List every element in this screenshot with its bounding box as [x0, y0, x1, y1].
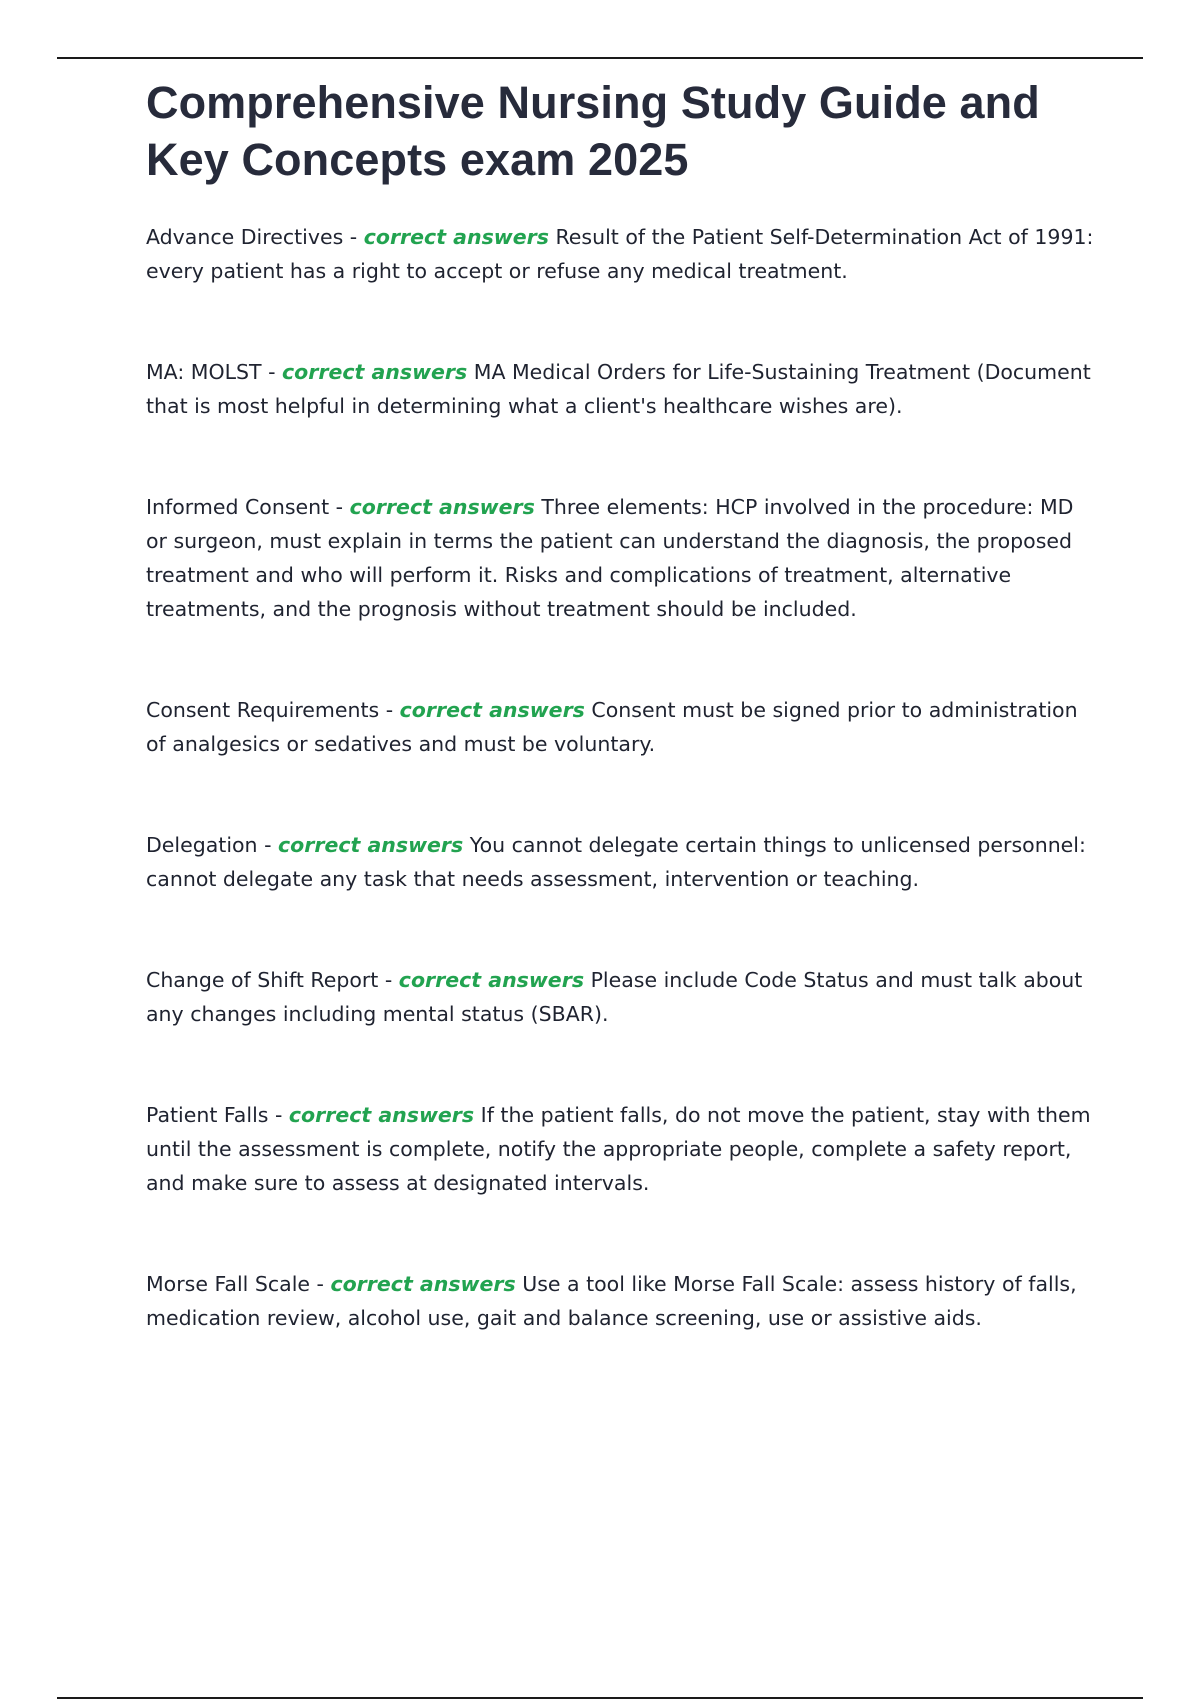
- entry-informed-consent: [146, 490, 1096, 626]
- entry-definition: Consent must be signed prior to administration of analgesics or sedatives and must be voluntary.: [146, 698, 1078, 756]
- entry-definition: Result of the Patient Self-Determination Act of 1991: every patient has a right to accept or refuse any medical treatment.: [146, 225, 1094, 283]
- entry-separator: -: [329, 495, 350, 519]
- entry-list: [146, 220, 1096, 1335]
- entry-separator: -: [379, 698, 400, 722]
- entry-definition: Three elements: HCP involved in the procedure: MD or surgeon, must explain in terms the patient can understand the diagnosis, the proposed treatment and who will perform it. Risks and complications of treatment, alternative treatments, and the prognosis without treatment should be included.: [146, 495, 1074, 621]
- entry-separator: -: [257, 833, 278, 857]
- correct-answers-label: correct answers: [288, 1103, 475, 1127]
- entry-definition: If the patient falls, do not move the patient, stay with them until the assessment is complete, notify the appropriate people, complete a safety report, and make sure to assess at designated intervals.: [146, 1103, 1091, 1195]
- entry-delegation: [146, 828, 1096, 896]
- document-page: [146, 74, 1096, 1402]
- entry-change-of-shift-report: [146, 963, 1096, 1031]
- entry-separator: -: [310, 1272, 331, 1296]
- entry-definition: You cannot delegate certain things to unlicensed personnel: cannot delegate any task that needs assessment, intervention or teaching.: [146, 833, 1086, 891]
- correct-answers-label: correct answers: [363, 225, 549, 249]
- bottom-divider: [57, 1697, 1143, 1699]
- entry-consent-requirements: [146, 693, 1096, 761]
- entry-term: Consent Requirements: [146, 698, 380, 722]
- entry-ma-molst: [146, 355, 1096, 423]
- entry-definition: MA Medical Orders for Life-Sustaining Treatment (Document that is most helpful in determining what a client's healthcare wishes are).: [146, 360, 1091, 418]
- entry-definition: Please include Code Status and must talk about any changes including mental status (SBAR).: [146, 968, 1083, 1026]
- entry-term: Advance Directives: [146, 225, 344, 249]
- entry-definition: Use a tool like Morse Fall Scale: assess history of falls, medication review, alcohol use, gait and balance screening, use or assistive aids.: [146, 1272, 1077, 1330]
- entry-term: Change of Shift Report: [146, 968, 379, 992]
- entry-separator: -: [261, 360, 282, 384]
- correct-answers-label: correct answers: [398, 968, 585, 992]
- top-divider: [57, 57, 1143, 59]
- entry-patient-falls: [146, 1098, 1096, 1200]
- entry-term: Morse Fall Scale: [146, 1272, 310, 1296]
- entry-advance-directives: [146, 220, 1096, 288]
- correct-answers-label: correct answers: [349, 495, 535, 519]
- entry-term: MA: MOLST: [146, 360, 262, 384]
- correct-answers-label: correct answers: [278, 833, 464, 857]
- correct-answers-label: correct answers: [330, 1272, 516, 1296]
- entry-morse-fall-scale: [146, 1267, 1096, 1335]
- entry-separator: -: [268, 1103, 289, 1127]
- entry-separator: -: [343, 225, 364, 249]
- entry-term: Patient Falls: [146, 1103, 269, 1127]
- page-title: Comprehensive Nursing Study Guide and Key Concepts exam 2025: [146, 77, 1040, 185]
- entry-term: Informed Consent: [146, 495, 330, 519]
- entry-term: Delegation: [146, 833, 258, 857]
- entry-separator: -: [378, 968, 399, 992]
- correct-answers-label: correct answers: [282, 360, 468, 384]
- correct-answers-label: correct answers: [399, 698, 585, 722]
